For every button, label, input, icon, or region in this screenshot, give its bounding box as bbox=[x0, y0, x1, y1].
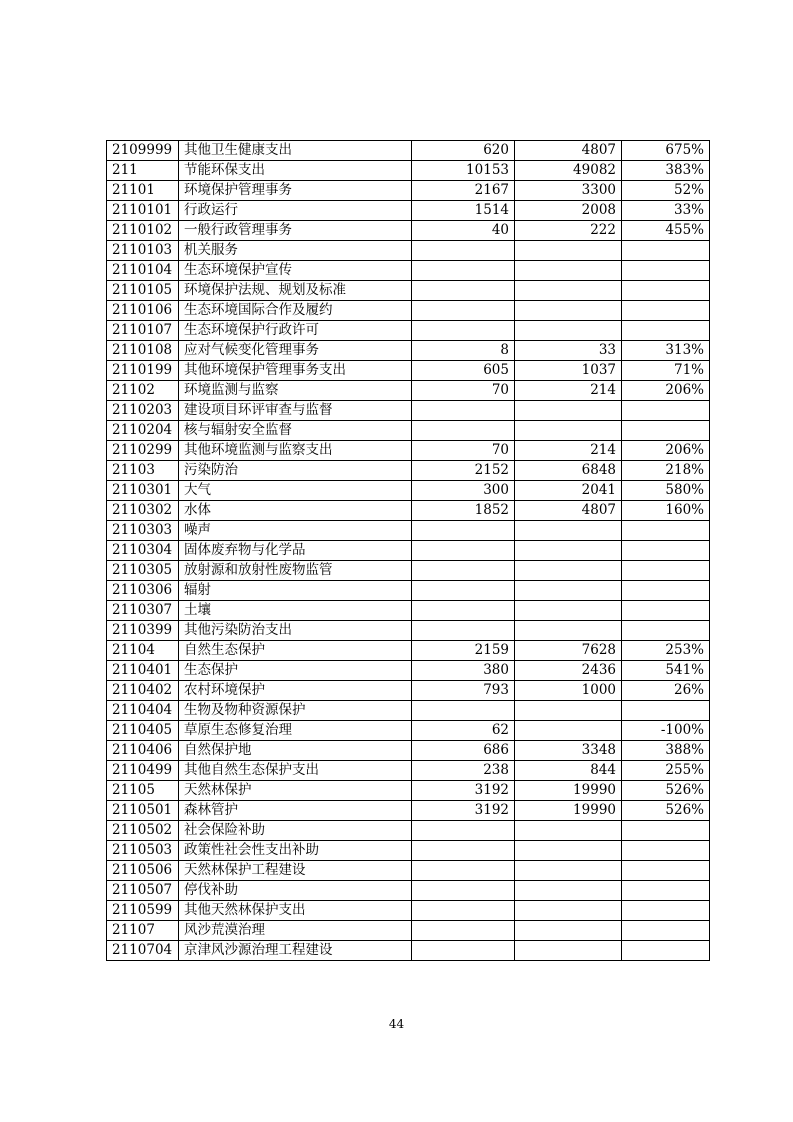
row-prev-amount bbox=[412, 281, 515, 301]
table-row bbox=[107, 381, 710, 401]
row-growth-pct: 526% bbox=[622, 801, 710, 821]
row-curr-amount bbox=[515, 241, 622, 261]
table-row bbox=[107, 421, 710, 441]
row-prev-amount bbox=[412, 901, 515, 921]
row-name: 核与辐射安全监督 bbox=[179, 421, 412, 441]
row-growth-pct: 71% bbox=[622, 361, 710, 381]
row-curr-amount: 2008 bbox=[515, 201, 622, 221]
page-number: 44 bbox=[388, 1017, 405, 1031]
table-row bbox=[107, 501, 710, 521]
row-code: 2110199 bbox=[107, 361, 179, 381]
row-prev-amount: 2152 bbox=[412, 461, 515, 481]
row-growth-pct bbox=[622, 881, 710, 901]
row-growth-pct bbox=[622, 301, 710, 321]
table-row bbox=[107, 701, 710, 721]
row-code: 2110704 bbox=[107, 941, 179, 961]
row-curr-amount: 6848 bbox=[515, 461, 622, 481]
row-prev-amount bbox=[412, 301, 515, 321]
row-name: 森林管护 bbox=[179, 801, 412, 821]
row-name: 政策性社会性支出补助 bbox=[179, 841, 412, 861]
row-prev-amount bbox=[412, 541, 515, 561]
row-prev-amount: 380 bbox=[412, 661, 515, 681]
row-curr-amount: 7628 bbox=[515, 641, 622, 661]
row-growth-pct bbox=[622, 541, 710, 561]
row-prev-amount: 1514 bbox=[412, 201, 515, 221]
row-code: 21102 bbox=[107, 381, 179, 401]
row-code: 2110108 bbox=[107, 341, 179, 361]
table-row bbox=[107, 921, 710, 941]
row-curr-amount bbox=[515, 321, 622, 341]
row-curr-amount bbox=[515, 841, 622, 861]
row-name: 自然生态保护 bbox=[179, 641, 412, 661]
row-growth-pct: 160% bbox=[622, 501, 710, 521]
row-name: 环境保护管理事务 bbox=[179, 181, 412, 201]
row-name: 生态环境国际合作及履约 bbox=[179, 301, 412, 321]
row-curr-amount bbox=[515, 701, 622, 721]
row-curr-amount: 3300 bbox=[515, 181, 622, 201]
table-row bbox=[107, 481, 710, 501]
row-curr-amount bbox=[515, 901, 622, 921]
row-prev-amount: 686 bbox=[412, 741, 515, 761]
table-row bbox=[107, 601, 710, 621]
row-prev-amount: 2167 bbox=[412, 181, 515, 201]
row-curr-amount: 3348 bbox=[515, 741, 622, 761]
row-growth-pct bbox=[622, 521, 710, 541]
row-prev-amount: 238 bbox=[412, 761, 515, 781]
row-code: 2110307 bbox=[107, 601, 179, 621]
row-code: 2110103 bbox=[107, 241, 179, 261]
row-prev-amount bbox=[412, 401, 515, 421]
row-curr-amount: 19990 bbox=[515, 801, 622, 821]
row-code: 2110304 bbox=[107, 541, 179, 561]
row-prev-amount: 40 bbox=[412, 221, 515, 241]
row-name: 京津风沙源治理工程建设 bbox=[179, 941, 412, 961]
table-row bbox=[107, 221, 710, 241]
table-row bbox=[107, 281, 710, 301]
row-code: 21104 bbox=[107, 641, 179, 661]
row-curr-amount bbox=[515, 621, 622, 641]
row-growth-pct bbox=[622, 901, 710, 921]
row-name: 生物及物种资源保护 bbox=[179, 701, 412, 721]
row-curr-amount bbox=[515, 301, 622, 321]
row-prev-amount bbox=[412, 841, 515, 861]
table-row bbox=[107, 181, 710, 201]
budget-table bbox=[106, 140, 710, 961]
row-code: 2110599 bbox=[107, 901, 179, 921]
row-curr-amount bbox=[515, 601, 622, 621]
row-curr-amount: 33 bbox=[515, 341, 622, 361]
row-name: 大气 bbox=[179, 481, 412, 501]
row-code: 2109999 bbox=[107, 141, 179, 161]
row-name: 污染防治 bbox=[179, 461, 412, 481]
row-growth-pct: 255% bbox=[622, 761, 710, 781]
row-prev-amount bbox=[412, 561, 515, 581]
table-row bbox=[107, 681, 710, 701]
row-growth-pct: -100% bbox=[622, 721, 710, 741]
row-prev-amount bbox=[412, 861, 515, 881]
row-curr-amount: 19990 bbox=[515, 781, 622, 801]
row-growth-pct bbox=[622, 821, 710, 841]
row-prev-amount bbox=[412, 621, 515, 641]
row-curr-amount bbox=[515, 881, 622, 901]
table-row bbox=[107, 561, 710, 581]
row-name: 其他环境监测与监察支出 bbox=[179, 441, 412, 461]
table-row bbox=[107, 741, 710, 761]
row-growth-pct: 526% bbox=[622, 781, 710, 801]
row-code: 2110503 bbox=[107, 841, 179, 861]
row-name: 水体 bbox=[179, 501, 412, 521]
row-name: 辐射 bbox=[179, 581, 412, 601]
row-code: 2110303 bbox=[107, 521, 179, 541]
row-code: 21107 bbox=[107, 921, 179, 941]
row-growth-pct: 383% bbox=[622, 161, 710, 181]
row-code: 21103 bbox=[107, 461, 179, 481]
row-prev-amount: 3192 bbox=[412, 801, 515, 821]
table-row bbox=[107, 201, 710, 221]
row-growth-pct bbox=[622, 581, 710, 601]
row-growth-pct: 675% bbox=[622, 141, 710, 161]
row-prev-amount bbox=[412, 261, 515, 281]
row-prev-amount bbox=[412, 921, 515, 941]
row-name: 机关服务 bbox=[179, 241, 412, 261]
row-name: 天然林保护 bbox=[179, 781, 412, 801]
table-row bbox=[107, 401, 710, 421]
row-curr-amount bbox=[515, 721, 622, 741]
row-code: 2110104 bbox=[107, 261, 179, 281]
row-code: 2110405 bbox=[107, 721, 179, 741]
row-growth-pct: 206% bbox=[622, 441, 710, 461]
row-name: 社会保险补助 bbox=[179, 821, 412, 841]
table-row bbox=[107, 301, 710, 321]
row-growth-pct: 455% bbox=[622, 221, 710, 241]
row-curr-amount bbox=[515, 861, 622, 881]
row-name: 行政运行 bbox=[179, 201, 412, 221]
table-row bbox=[107, 641, 710, 661]
row-curr-amount: 214 bbox=[515, 441, 622, 461]
row-curr-amount: 1000 bbox=[515, 681, 622, 701]
row-name: 天然林保护工程建设 bbox=[179, 861, 412, 881]
table-row bbox=[107, 261, 710, 281]
row-curr-amount: 214 bbox=[515, 381, 622, 401]
row-code: 2110203 bbox=[107, 401, 179, 421]
row-curr-amount: 1037 bbox=[515, 361, 622, 381]
row-curr-amount bbox=[515, 421, 622, 441]
row-curr-amount bbox=[515, 821, 622, 841]
table-row bbox=[107, 801, 710, 821]
row-name: 固体废弃物与化学品 bbox=[179, 541, 412, 561]
row-code: 2110101 bbox=[107, 201, 179, 221]
row-growth-pct: 580% bbox=[622, 481, 710, 501]
row-prev-amount: 620 bbox=[412, 141, 515, 161]
table-row bbox=[107, 361, 710, 381]
table-row bbox=[107, 861, 710, 881]
row-growth-pct bbox=[622, 401, 710, 421]
table-row bbox=[107, 821, 710, 841]
row-code: 2110406 bbox=[107, 741, 179, 761]
table-row bbox=[107, 881, 710, 901]
table-row bbox=[107, 841, 710, 861]
row-code: 2110105 bbox=[107, 281, 179, 301]
row-code: 2110299 bbox=[107, 441, 179, 461]
row-prev-amount bbox=[412, 581, 515, 601]
row-growth-pct bbox=[622, 601, 710, 621]
row-name: 生态保护 bbox=[179, 661, 412, 681]
row-growth-pct: 313% bbox=[622, 341, 710, 361]
row-curr-amount: 2436 bbox=[515, 661, 622, 681]
table-row bbox=[107, 621, 710, 641]
row-name: 节能环保支出 bbox=[179, 161, 412, 181]
row-curr-amount bbox=[515, 521, 622, 541]
row-name: 生态环境保护宣传 bbox=[179, 261, 412, 281]
row-code: 2110302 bbox=[107, 501, 179, 521]
table-row bbox=[107, 721, 710, 741]
row-code: 2110106 bbox=[107, 301, 179, 321]
row-prev-amount bbox=[412, 601, 515, 621]
row-code: 21101 bbox=[107, 181, 179, 201]
row-growth-pct bbox=[622, 241, 710, 261]
row-name: 放射源和放射性废物监管 bbox=[179, 561, 412, 581]
row-prev-amount bbox=[412, 881, 515, 901]
table-row bbox=[107, 581, 710, 601]
row-growth-pct: 52% bbox=[622, 181, 710, 201]
row-prev-amount: 300 bbox=[412, 481, 515, 501]
row-code: 2110301 bbox=[107, 481, 179, 501]
row-name: 其他卫生健康支出 bbox=[179, 141, 412, 161]
row-name: 草原生态修复治理 bbox=[179, 721, 412, 741]
row-name: 噪声 bbox=[179, 521, 412, 541]
row-curr-amount: 4807 bbox=[515, 501, 622, 521]
table-row bbox=[107, 321, 710, 341]
row-curr-amount bbox=[515, 581, 622, 601]
row-growth-pct bbox=[622, 261, 710, 281]
row-name: 其他环境保护管理事务支出 bbox=[179, 361, 412, 381]
table-row bbox=[107, 781, 710, 801]
row-code: 2110306 bbox=[107, 581, 179, 601]
row-curr-amount bbox=[515, 261, 622, 281]
row-prev-amount: 3192 bbox=[412, 781, 515, 801]
row-name: 风沙荒漠治理 bbox=[179, 921, 412, 941]
row-curr-amount bbox=[515, 561, 622, 581]
table-row bbox=[107, 661, 710, 681]
row-prev-amount bbox=[412, 521, 515, 541]
table-row bbox=[107, 461, 710, 481]
row-code: 2110499 bbox=[107, 761, 179, 781]
table-row bbox=[107, 241, 710, 261]
row-name: 其他天然林保护支出 bbox=[179, 901, 412, 921]
row-growth-pct bbox=[622, 421, 710, 441]
row-code: 2110399 bbox=[107, 621, 179, 641]
row-code: 2110404 bbox=[107, 701, 179, 721]
row-curr-amount bbox=[515, 541, 622, 561]
table-row bbox=[107, 341, 710, 361]
row-prev-amount bbox=[412, 241, 515, 261]
row-code: 2110502 bbox=[107, 821, 179, 841]
table-body bbox=[107, 141, 710, 961]
row-name: 自然保护地 bbox=[179, 741, 412, 761]
row-prev-amount bbox=[412, 821, 515, 841]
row-prev-amount bbox=[412, 941, 515, 961]
row-curr-amount: 49082 bbox=[515, 161, 622, 181]
row-prev-amount: 8 bbox=[412, 341, 515, 361]
row-growth-pct: 206% bbox=[622, 381, 710, 401]
row-curr-amount bbox=[515, 281, 622, 301]
row-prev-amount: 70 bbox=[412, 381, 515, 401]
table-row bbox=[107, 541, 710, 561]
row-curr-amount: 844 bbox=[515, 761, 622, 781]
row-name: 环境监测与监察 bbox=[179, 381, 412, 401]
row-name: 应对气候变化管理事务 bbox=[179, 341, 412, 361]
row-growth-pct: 253% bbox=[622, 641, 710, 661]
row-prev-amount bbox=[412, 421, 515, 441]
row-growth-pct bbox=[622, 321, 710, 341]
table-row bbox=[107, 901, 710, 921]
row-prev-amount: 2159 bbox=[412, 641, 515, 661]
row-growth-pct bbox=[622, 861, 710, 881]
row-growth-pct: 541% bbox=[622, 661, 710, 681]
row-prev-amount: 605 bbox=[412, 361, 515, 381]
table-row bbox=[107, 521, 710, 541]
row-growth-pct bbox=[622, 921, 710, 941]
row-prev-amount: 70 bbox=[412, 441, 515, 461]
row-name: 一般行政管理事务 bbox=[179, 221, 412, 241]
row-code: 2110102 bbox=[107, 221, 179, 241]
table-row bbox=[107, 141, 710, 161]
row-curr-amount: 2041 bbox=[515, 481, 622, 501]
row-growth-pct bbox=[622, 281, 710, 301]
row-growth-pct bbox=[622, 701, 710, 721]
row-name: 其他自然生态保护支出 bbox=[179, 761, 412, 781]
table-row bbox=[107, 441, 710, 461]
row-curr-amount bbox=[515, 921, 622, 941]
row-curr-amount: 222 bbox=[515, 221, 622, 241]
row-growth-pct: 26% bbox=[622, 681, 710, 701]
row-name: 农村环境保护 bbox=[179, 681, 412, 701]
row-growth-pct bbox=[622, 841, 710, 861]
row-code: 2110506 bbox=[107, 861, 179, 881]
row-growth-pct: 388% bbox=[622, 741, 710, 761]
row-prev-amount: 793 bbox=[412, 681, 515, 701]
row-code: 2110402 bbox=[107, 681, 179, 701]
row-prev-amount bbox=[412, 701, 515, 721]
row-growth-pct bbox=[622, 941, 710, 961]
row-name: 土壤 bbox=[179, 601, 412, 621]
row-code: 2110507 bbox=[107, 881, 179, 901]
row-growth-pct bbox=[622, 621, 710, 641]
row-name: 建设项目环评审查与监督 bbox=[179, 401, 412, 421]
row-name: 环境保护法规、规划及标准 bbox=[179, 281, 412, 301]
row-code: 21105 bbox=[107, 781, 179, 801]
row-curr-amount bbox=[515, 941, 622, 961]
row-curr-amount: 4807 bbox=[515, 141, 622, 161]
row-name: 生态环境保护行政许可 bbox=[179, 321, 412, 341]
row-growth-pct: 33% bbox=[622, 201, 710, 221]
row-code: 2110401 bbox=[107, 661, 179, 681]
row-code: 2110501 bbox=[107, 801, 179, 821]
row-prev-amount: 1852 bbox=[412, 501, 515, 521]
table-row bbox=[107, 161, 710, 181]
row-prev-amount bbox=[412, 321, 515, 341]
row-growth-pct bbox=[622, 561, 710, 581]
row-code: 2110204 bbox=[107, 421, 179, 441]
row-code: 2110107 bbox=[107, 321, 179, 341]
row-growth-pct: 218% bbox=[622, 461, 710, 481]
row-prev-amount: 62 bbox=[412, 721, 515, 741]
row-curr-amount bbox=[515, 401, 622, 421]
row-name: 其他污染防治支出 bbox=[179, 621, 412, 641]
row-code: 211 bbox=[107, 161, 179, 181]
table-row bbox=[107, 761, 710, 781]
row-prev-amount: 10153 bbox=[412, 161, 515, 181]
table-row bbox=[107, 941, 710, 961]
row-name: 停伐补助 bbox=[179, 881, 412, 901]
row-code: 2110305 bbox=[107, 561, 179, 581]
